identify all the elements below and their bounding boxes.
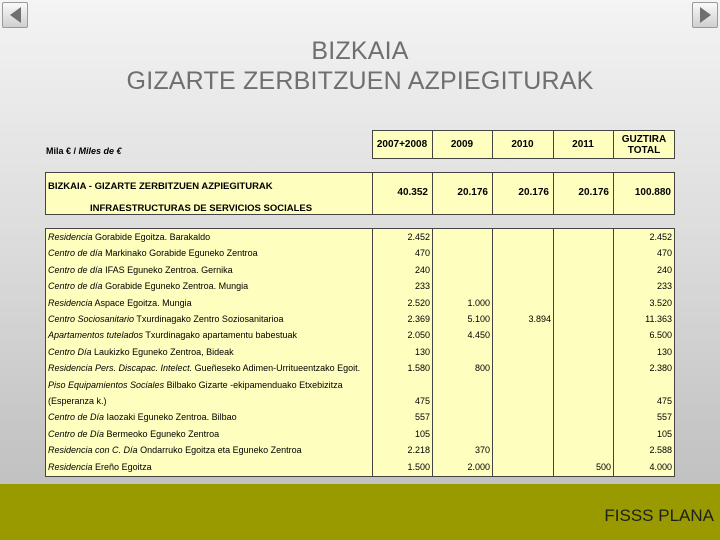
row-name: (Esperanza k.)	[48, 396, 107, 406]
col-header-2009: 2009	[450, 139, 474, 150]
title-line-2: GIZARTE ZERBITZUEN AZPIEGITURAK	[126, 67, 594, 95]
cell-2009: 800	[474, 363, 490, 374]
cell-total: 11.363	[645, 314, 672, 324]
units-label-eu: Mila € /	[46, 146, 79, 156]
row-label	[48, 230, 210, 245]
row-name: Txurdinagako apartamentu babestuak	[145, 330, 298, 341]
cell-total: 3.520	[649, 297, 672, 308]
cell-2007-2008: 2.369	[407, 314, 430, 324]
cell-2009: 2.000	[467, 461, 490, 472]
row-label	[48, 427, 219, 442]
row-name: Markinako Gorabide Eguneko Zentroa	[105, 248, 258, 259]
cell-2007-2008: 240	[414, 264, 430, 275]
row-name: Gorabide Egoitza. Barakaldo	[95, 232, 211, 242]
summary-value-2009: 20.176	[457, 187, 488, 198]
cell-2009: 4.450	[467, 330, 490, 341]
table-row	[46, 427, 674, 442]
cell-total: 4.000	[649, 461, 672, 472]
row-type: Centro de día	[48, 281, 103, 292]
cell-total: 233	[656, 281, 672, 292]
table-row	[46, 345, 674, 360]
row-label	[48, 345, 234, 360]
table-row	[46, 263, 674, 278]
table-row	[46, 296, 674, 311]
table-row	[46, 230, 674, 245]
summary-value-2007-2008: 40.352	[397, 187, 428, 198]
row-name: Iaozaki Eguneko Zentroa. Bilbao	[106, 412, 237, 423]
arrow-left-icon	[10, 7, 21, 23]
summary-value-2011: 20.176	[578, 187, 609, 198]
cell-2007-2008: 233	[414, 281, 430, 292]
col-header-2011: 2011	[572, 139, 594, 150]
row-type: Centro Día	[48, 346, 92, 357]
cell-total: 105	[656, 428, 672, 439]
summary-value-2010: 20.176	[518, 187, 549, 198]
row-type: Residencia con C. Día	[48, 445, 138, 456]
row-name: Aspace Egoitza. Mungia	[94, 297, 192, 308]
cell-2009: 1.000	[467, 297, 490, 308]
row-label	[48, 263, 233, 278]
arrow-right-icon	[700, 7, 711, 23]
cell-total: 2.588	[649, 445, 672, 456]
cell-2010: 3.894	[528, 314, 551, 324]
summary-value-total: 100.880	[634, 187, 671, 198]
cell-2007-2008: 557	[414, 412, 430, 423]
col-header-2007-2008: 2007+2008	[376, 139, 428, 150]
row-type: Centro de día	[48, 248, 103, 259]
footer-label: FISSS PLANA	[604, 506, 714, 525]
row-type: Residencia	[48, 232, 93, 242]
cell-2007-2008: 1.500	[407, 461, 430, 472]
units-label	[46, 146, 122, 156]
row-name: Bermeoko Eguneko Zentroa	[106, 428, 220, 439]
cell-2009: 370	[474, 445, 490, 456]
cell-total: 2.380	[649, 363, 672, 374]
col-header-2010: 2010	[511, 139, 534, 150]
row-label	[48, 312, 283, 327]
row-name: Ondarruko Egoitza eta Eguneko Zentroa	[140, 445, 302, 456]
cell-2007-2008: 470	[414, 248, 430, 259]
row-name: Laukizko Eguneko Zentroa, Bideak	[94, 346, 234, 357]
cell-2011: 500	[595, 461, 611, 472]
cell-total: 130	[656, 346, 672, 357]
row-label	[48, 443, 302, 458]
row-name: IFAS Eguneko Zentroa. Gernika	[105, 264, 233, 275]
row-name: Txurdinagako Zentro Soziosanitarioa	[136, 314, 284, 324]
units-label-es: Miles de €	[78, 146, 122, 156]
row-label	[48, 279, 248, 294]
cell-total: 557	[656, 412, 672, 423]
col-header-total: GUZTIRA TOTAL	[621, 133, 667, 156]
cell-2007-2008: 130	[414, 346, 430, 357]
cell-2007-2008: 105	[414, 428, 430, 439]
table-row	[46, 246, 674, 261]
summary-subtitle: INFRAESTRUCTURAS DE SERVICIOS SOCIALES	[90, 203, 313, 214]
row-label	[48, 361, 360, 376]
row-type: Centro de día	[48, 264, 103, 275]
row-label	[48, 394, 107, 409]
table-row	[46, 312, 674, 327]
row-label	[48, 246, 258, 261]
cell-2007-2008: 2.452	[407, 232, 430, 242]
cell-2007-2008: 2.520	[407, 297, 430, 308]
row-label	[48, 296, 192, 311]
row-name: Bilbako Gizarte -ekipamenduako Etxebizitza	[166, 379, 343, 390]
row-label	[48, 378, 343, 393]
summary-title: BIZKAIA - GIZARTE ZERBITZUEN AZPIEGITURAK	[48, 181, 273, 192]
row-type: Residencia Pers. Discapac. Intelect.	[48, 363, 193, 374]
row-type: Centro de Día	[48, 428, 105, 439]
row-name: Gorabide Eguneko Zentroa. Mungia	[105, 281, 249, 292]
table-row	[46, 279, 674, 294]
table-row	[46, 410, 674, 425]
table-row	[46, 460, 674, 475]
slide-title	[0, 36, 720, 96]
cell-2007-2008: 2.218	[407, 445, 430, 456]
cell-2007-2008: 1.580	[407, 363, 430, 374]
row-type: Piso Equipamientos Sociales	[48, 379, 165, 390]
cell-total: 6.500	[649, 330, 672, 341]
cell-2007-2008: 475	[414, 396, 430, 406]
footer-bar	[0, 484, 720, 540]
cell-2009: 5.100	[467, 314, 490, 324]
row-type: Residencia	[48, 297, 93, 308]
row-type: Centro de Día	[48, 412, 105, 423]
cell-2007-2008: 2.050	[407, 330, 430, 341]
table-row	[46, 394, 674, 409]
row-label	[48, 460, 152, 475]
cell-total: 475	[656, 396, 672, 406]
cell-total: 470	[656, 248, 672, 259]
next-slide-button[interactable]	[692, 2, 718, 28]
previous-slide-button[interactable]	[2, 2, 28, 28]
table-row	[46, 328, 674, 343]
cell-total: 240	[656, 264, 672, 275]
row-name: Ereño Egoitza	[95, 461, 152, 472]
row-type: Residencia	[48, 461, 93, 472]
row-name: Gueñeseko Adimen-Urritueentzako Egoit.	[194, 363, 361, 374]
table-row	[46, 378, 674, 393]
table-row	[46, 361, 674, 376]
row-type: Apartamentos tutelados	[48, 330, 144, 341]
row-type: Centro Sociosanitario	[48, 314, 135, 324]
row-label	[48, 410, 237, 425]
row-label	[48, 328, 297, 343]
title-line-1: BIZKAIA	[311, 37, 409, 65]
table-row	[46, 443, 674, 458]
cell-total: 2.452	[649, 232, 672, 242]
